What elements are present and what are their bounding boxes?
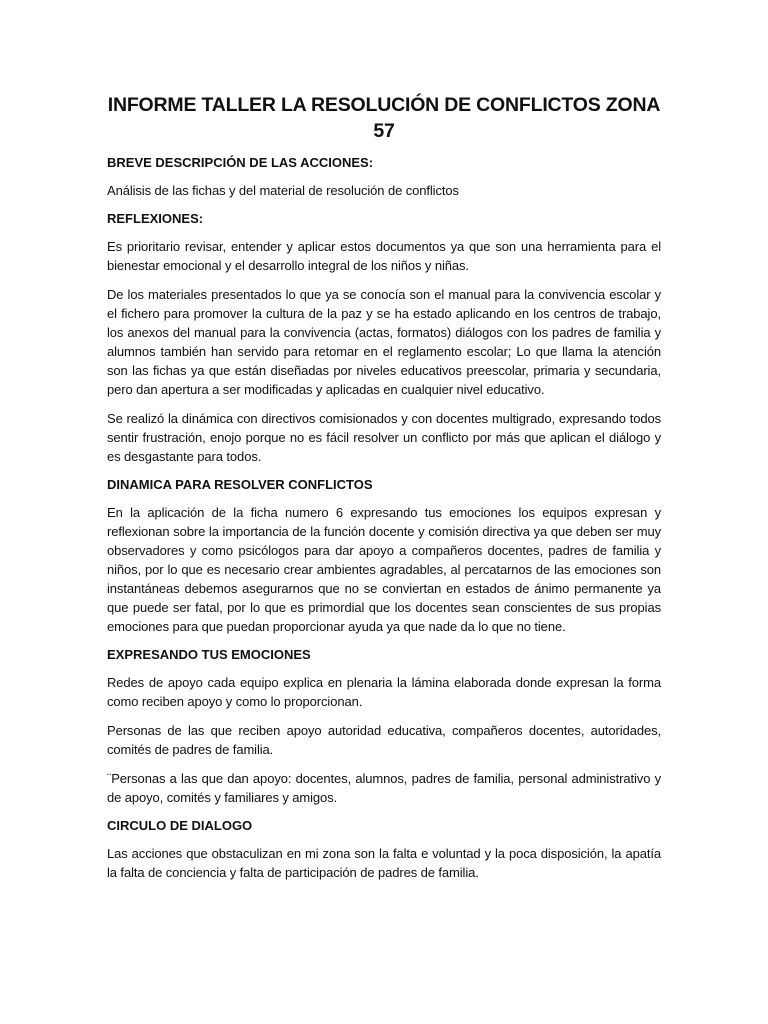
section-heading: EXPRESANDO TUS EMOCIONES	[107, 647, 311, 662]
document-page	[107, 92, 661, 892]
section-breve-descripcion	[107, 154, 661, 200]
paragraph: Personas de las que reciben apoyo autoridad educativa, compañeros docentes, autoridades, comités de padres de familia.	[107, 723, 661, 757]
section-heading: REFLEXIONES:	[107, 211, 204, 226]
section-dinamica	[107, 476, 661, 636]
section-circulo-dialogo	[107, 817, 661, 882]
paragraph: Las acciones que obstaculizan en mi zona son la falta e voluntad y la poca disposición, la apatía la falta de conciencia y falta de participación de padres de familia.	[107, 846, 661, 880]
section-heading: CIRCULO DE DIALOGO	[107, 818, 253, 833]
section-expresando-emociones	[107, 646, 661, 807]
paragraph: Análisis de las fichas y del material de resolución de conflictos	[107, 183, 459, 198]
document-title: INFORME TALLER LA RESOLUCIÓN DE CONFLICTOS ZONA 57	[107, 94, 661, 142]
paragraph: Redes de apoyo cada equipo explica en plenaria la lámina elaborada donde expresan la forma como reciben apoyo y como lo proporcionan.	[107, 675, 661, 709]
section-reflexiones	[107, 210, 661, 466]
paragraph: De los materiales presentados lo que ya se conocía son el manual para la convivencia escolar y el fichero para promover la cultura de la paz y se ha estado aplicando en los centros de trabajo, los anexos del manual para la convivencia (actas, formatos) diálogos con los padres de familia y alumnos también han servido para retomar en el reglamento escolar; Lo que llama la atención son las fichas ya que están diseñadas por niveles educativos preescolar, primaria y secundaria, pero dan apertura a ser modificadas y aplicadas en cualquier nivel educativo.	[107, 287, 661, 397]
paragraph: Se realizó la dinámica con directivos comisionados y con docentes multigrado, expresando todos sentir frustración, enojo porque no es fácil resolver un conflicto por más que aplican el diálogo y es desgastante para todos.	[107, 411, 661, 464]
paragraph: En la aplicación de la ficha numero 6 expresando tus emociones los equipos expresan y reflexionan sobre la importancia de la función docente y comisión directiva ya que deben ser muy observadores y como psicólogos para dar apoyo a compañeros docentes, padres de familia y niños, por lo que es necesario crear ambientes agradables, al percatarnos de las emociones son instantáneas debemos asegurarnos que no se conviertan en estados de ánimo permanente ya que puede ser fatal, por lo que es primordial que los docentes sean conscientes de sus propias emociones para que puedan proporcionar ayuda ya que nade da lo que no tiene.	[107, 505, 661, 634]
paragraph: ¨Personas a las que dan apoyo: docentes, alumnos, padres de familia, personal administrativo y de apoyo, comités y familiares y amigos.	[107, 771, 661, 805]
paragraph: Es prioritario revisar, entender y aplicar estos documentos ya que son una herramienta para el bienestar emocional y el desarrollo integral de los niños y niñas.	[107, 239, 661, 273]
section-heading: BREVE DESCRIPCIÓN DE LAS ACCIONES:	[107, 155, 374, 170]
section-heading: DINAMICA PARA RESOLVER CONFLICTOS	[107, 477, 373, 492]
